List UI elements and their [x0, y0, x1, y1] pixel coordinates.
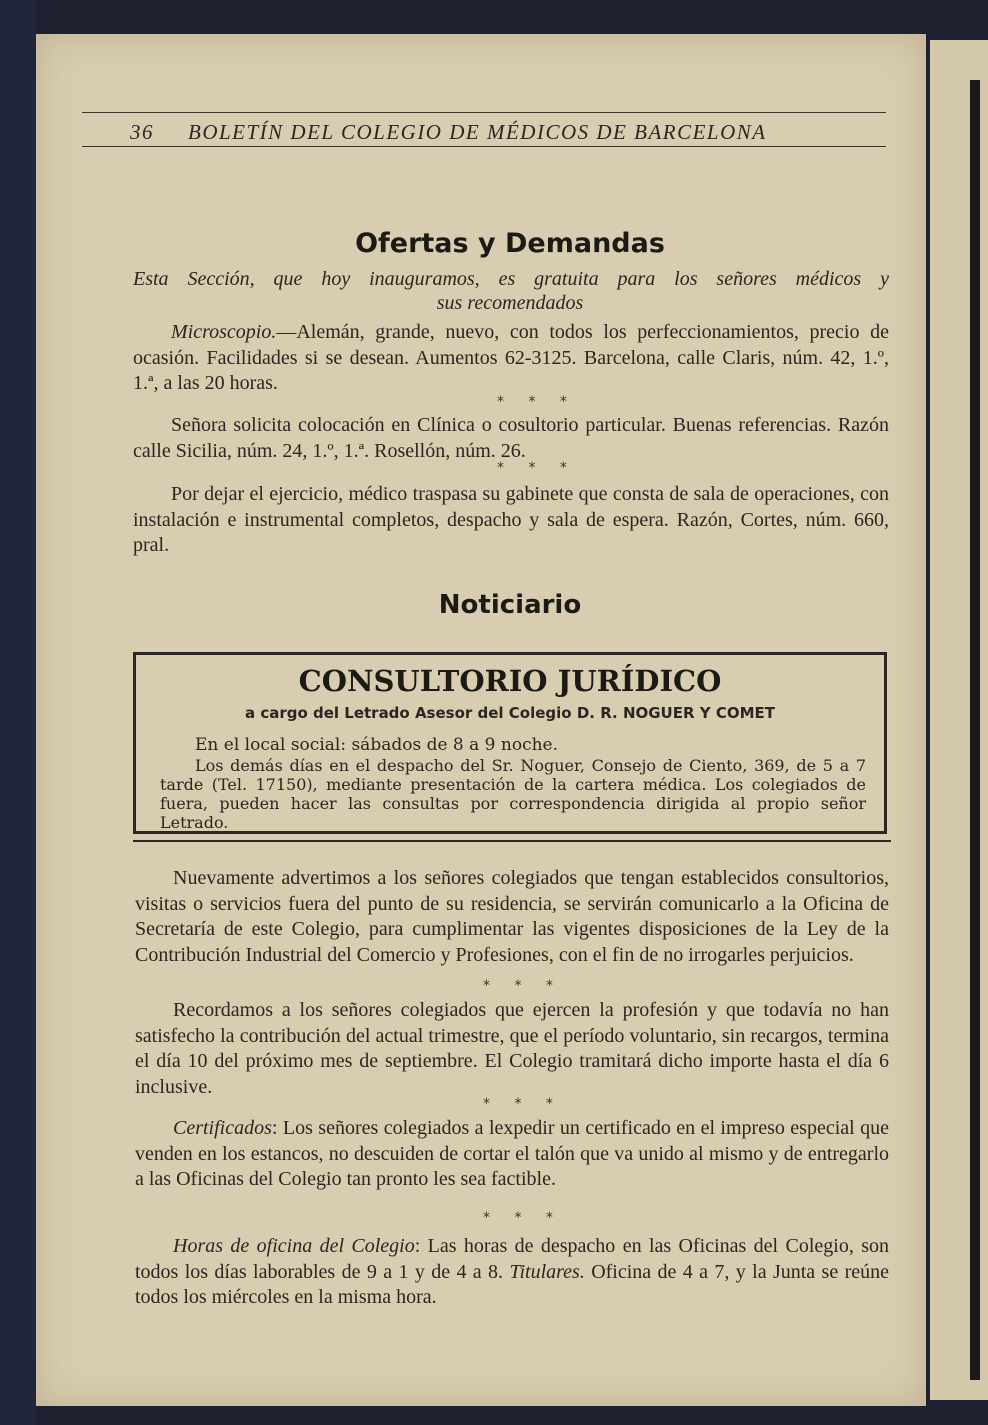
- notice-horas-lead: Horas de oficina del Colegio: [173, 1235, 415, 1257]
- notice-horas: [135, 1234, 889, 1311]
- scan-background-left: [0, 0, 36, 1425]
- separator-stars: * * *: [497, 394, 577, 410]
- consultorio-title: CONSULTORIO JURÍDICO: [298, 664, 722, 698]
- header-rule-top: [82, 112, 886, 113]
- section-title-ofertas: Ofertas y Demandas: [355, 228, 665, 259]
- notice-certificados-text: : Los señores colegiados a lexpedir un certificado en el impreso especial que venden en los estancos, no descuiden de cortar el talón que va unido al mismo y de entregarlo a las Oficinas del Colegio tan pronto les sea factible.: [135, 1117, 889, 1190]
- running-title: BOLETÍN DEL COLEGIO DE MÉDICOS DE BARCELONA: [188, 120, 767, 144]
- notice-certificados-lead: Certificados: [173, 1117, 272, 1139]
- notice-consultorios: Nuevamente advertimos a los señores colegiados que tengan establecidos consultorios, visitas o servicios fuera del punto de su residencia, se servirán comunicarlo a la Oficina de Secretaría de este Colegio, para cumplimentar las vigentes disposiciones de la Ley de la Contribución Industrial del Comercio y Profesiones, con el fin de no irrogarles perjuicios.: [135, 867, 889, 966]
- notice-horas-text2: Oficina de 4 a 7, y la Junta se reúne todos los miércoles en la misma hora.: [135, 1260, 890, 1308]
- consultorio-body: Los demás días en el despacho del Sr. Noguer, Consejo de Ciento, 369, de 5 a 7 tarde (Tel. 17150), mediante presentación de la cartera médica. Los colegiados de fuera, pueden hacer las consultas por correspondencia dirigida al propio señor Letrado.: [160, 756, 866, 832]
- adjacent-page-border: [970, 80, 980, 1380]
- separator-stars: * * *: [497, 460, 577, 476]
- ofertas-intro-line1: Esta Sección, que hoy inauguramos, es gratuita para los señores médicos y: [133, 268, 889, 290]
- separator-stars: * * *: [483, 1096, 563, 1112]
- ad-microscopio-lead: Microscopio.: [171, 321, 277, 343]
- consultorio-line1: En el local social: sábados de 8 a 9 noche.: [195, 735, 559, 755]
- page-number: 36: [130, 120, 154, 144]
- notice-certificados: [135, 1116, 889, 1193]
- notice-contribucion: Recordamos a los señores colegiados que ejercen la profesión y que todavía no han satisfecho la contribución del actual trimestre, que el período voluntario, sin recargos, termina el día 10 del próximo mes de septiembre. El Colegio tramitará dicho importe hasta el día 6 inclusive.: [135, 999, 889, 1098]
- ad-microscopio: [133, 320, 889, 397]
- running-header: [82, 118, 886, 148]
- header-rule-bottom: [82, 146, 886, 147]
- ofertas-intro-line2: sus recomendados: [436, 292, 584, 314]
- notice-horas-text: : Las horas de despacho en las Oficinas del Colegio, son todos los días laborables de 9 a 1 y de 4 a 8.: [135, 1235, 889, 1283]
- consultorio-box-shadow: [133, 840, 891, 842]
- notice-horas-titulares: Titulares.: [509, 1260, 585, 1283]
- separator-stars: * * *: [483, 1210, 563, 1226]
- consultorio-subtitle: a cargo del Letrado Asesor del Colegio D. R. NOGUER Y COMET: [244, 704, 776, 722]
- section-title-noticiario: Noticiario: [438, 590, 582, 620]
- ad-microscopio-text: —Alemán, grande, nuevo, con todos los perfeccionamientos, precio de ocasión. Facilidades si se desean. Aumentos 62-3125. Barcelona, calle Claris, núm. 42, 1.º, 1.ª, a las 20 horas.: [133, 321, 889, 394]
- ad-senora: Señora solicita colocación en Clínica o cosultorio particular. Buenas referencias. Razón calle Sicilia, núm. 24, 1.º, 1.ª. Rosellón, núm. 26.: [133, 414, 889, 462]
- ad-gabinete: Por dejar el ejercicio, médico traspasa su gabinete que consta de sala de operaciones, con instalación e instrumental completos, despacho y sala de espera. Razón, Cortes, núm. 660, pral.: [133, 483, 889, 556]
- separator-stars: * * *: [483, 978, 563, 994]
